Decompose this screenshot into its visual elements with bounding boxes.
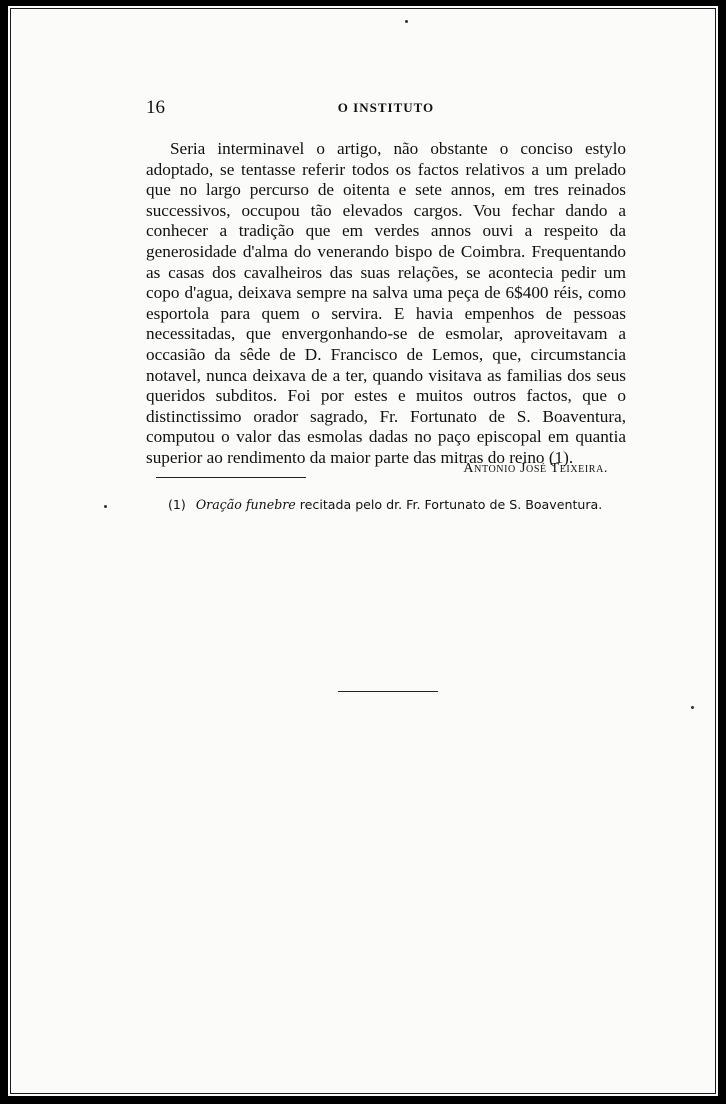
footnote-marker: (1) xyxy=(168,497,186,512)
footnote-title: Oração funebre xyxy=(195,497,296,512)
book-page xyxy=(8,6,718,1096)
footnote-text: recitada pelo dr. Fr. Fortunato de S. Boaventura. xyxy=(299,497,603,512)
body-paragraph: Seria interminavel o artigo, não obstante o conciso estylo adoptado, se tentasse referir todos os factos relativos a um prelado que no largo percurso de oitenta e sete annos, em tres reinados successivos, occupou tão elevados cargos. Vou fechar dando a conhecer a tradição que em verdes annos ouvi a respeito da generosidade d'alma do venerando bispo de Coimbra. Frequentando as casas dos cavalheiros das suas relações, se acontecia pedir um copo d'agua, deixava sempre na salva uma peça de 6$400 réis, como esportola para quem o servira. E havia empenhos de pessoas necessitadas, que envergonhando-se de esmolar, aproveitavam a occasião da sêde de D. Francisco de Lemos, que, circumstancia notavel, nunca deixava de a ter, quando visitava as familias dos seus queridos subditos. Foi por estes e muitos outros factos, que o distinctissimo orador sagrado, Fr. Fortunato de S. Boaventura, computou o valor das esmolas dadas no paço episcopal em quantia superior ao rendimento da maior parte das mitras do reino (1). xyxy=(146,139,626,467)
signature-block xyxy=(146,461,626,483)
running-title: O INSTITUTO xyxy=(337,100,435,115)
end-rule xyxy=(338,691,438,692)
footnote xyxy=(168,497,628,512)
ink-speck xyxy=(405,20,408,23)
signature-rule xyxy=(156,477,306,478)
ink-speck xyxy=(104,505,107,508)
page-number: 16 xyxy=(146,97,165,118)
page-header xyxy=(146,97,626,119)
ink-speck xyxy=(691,706,694,709)
author-signature: Antonio José Teixeira. xyxy=(463,461,608,476)
